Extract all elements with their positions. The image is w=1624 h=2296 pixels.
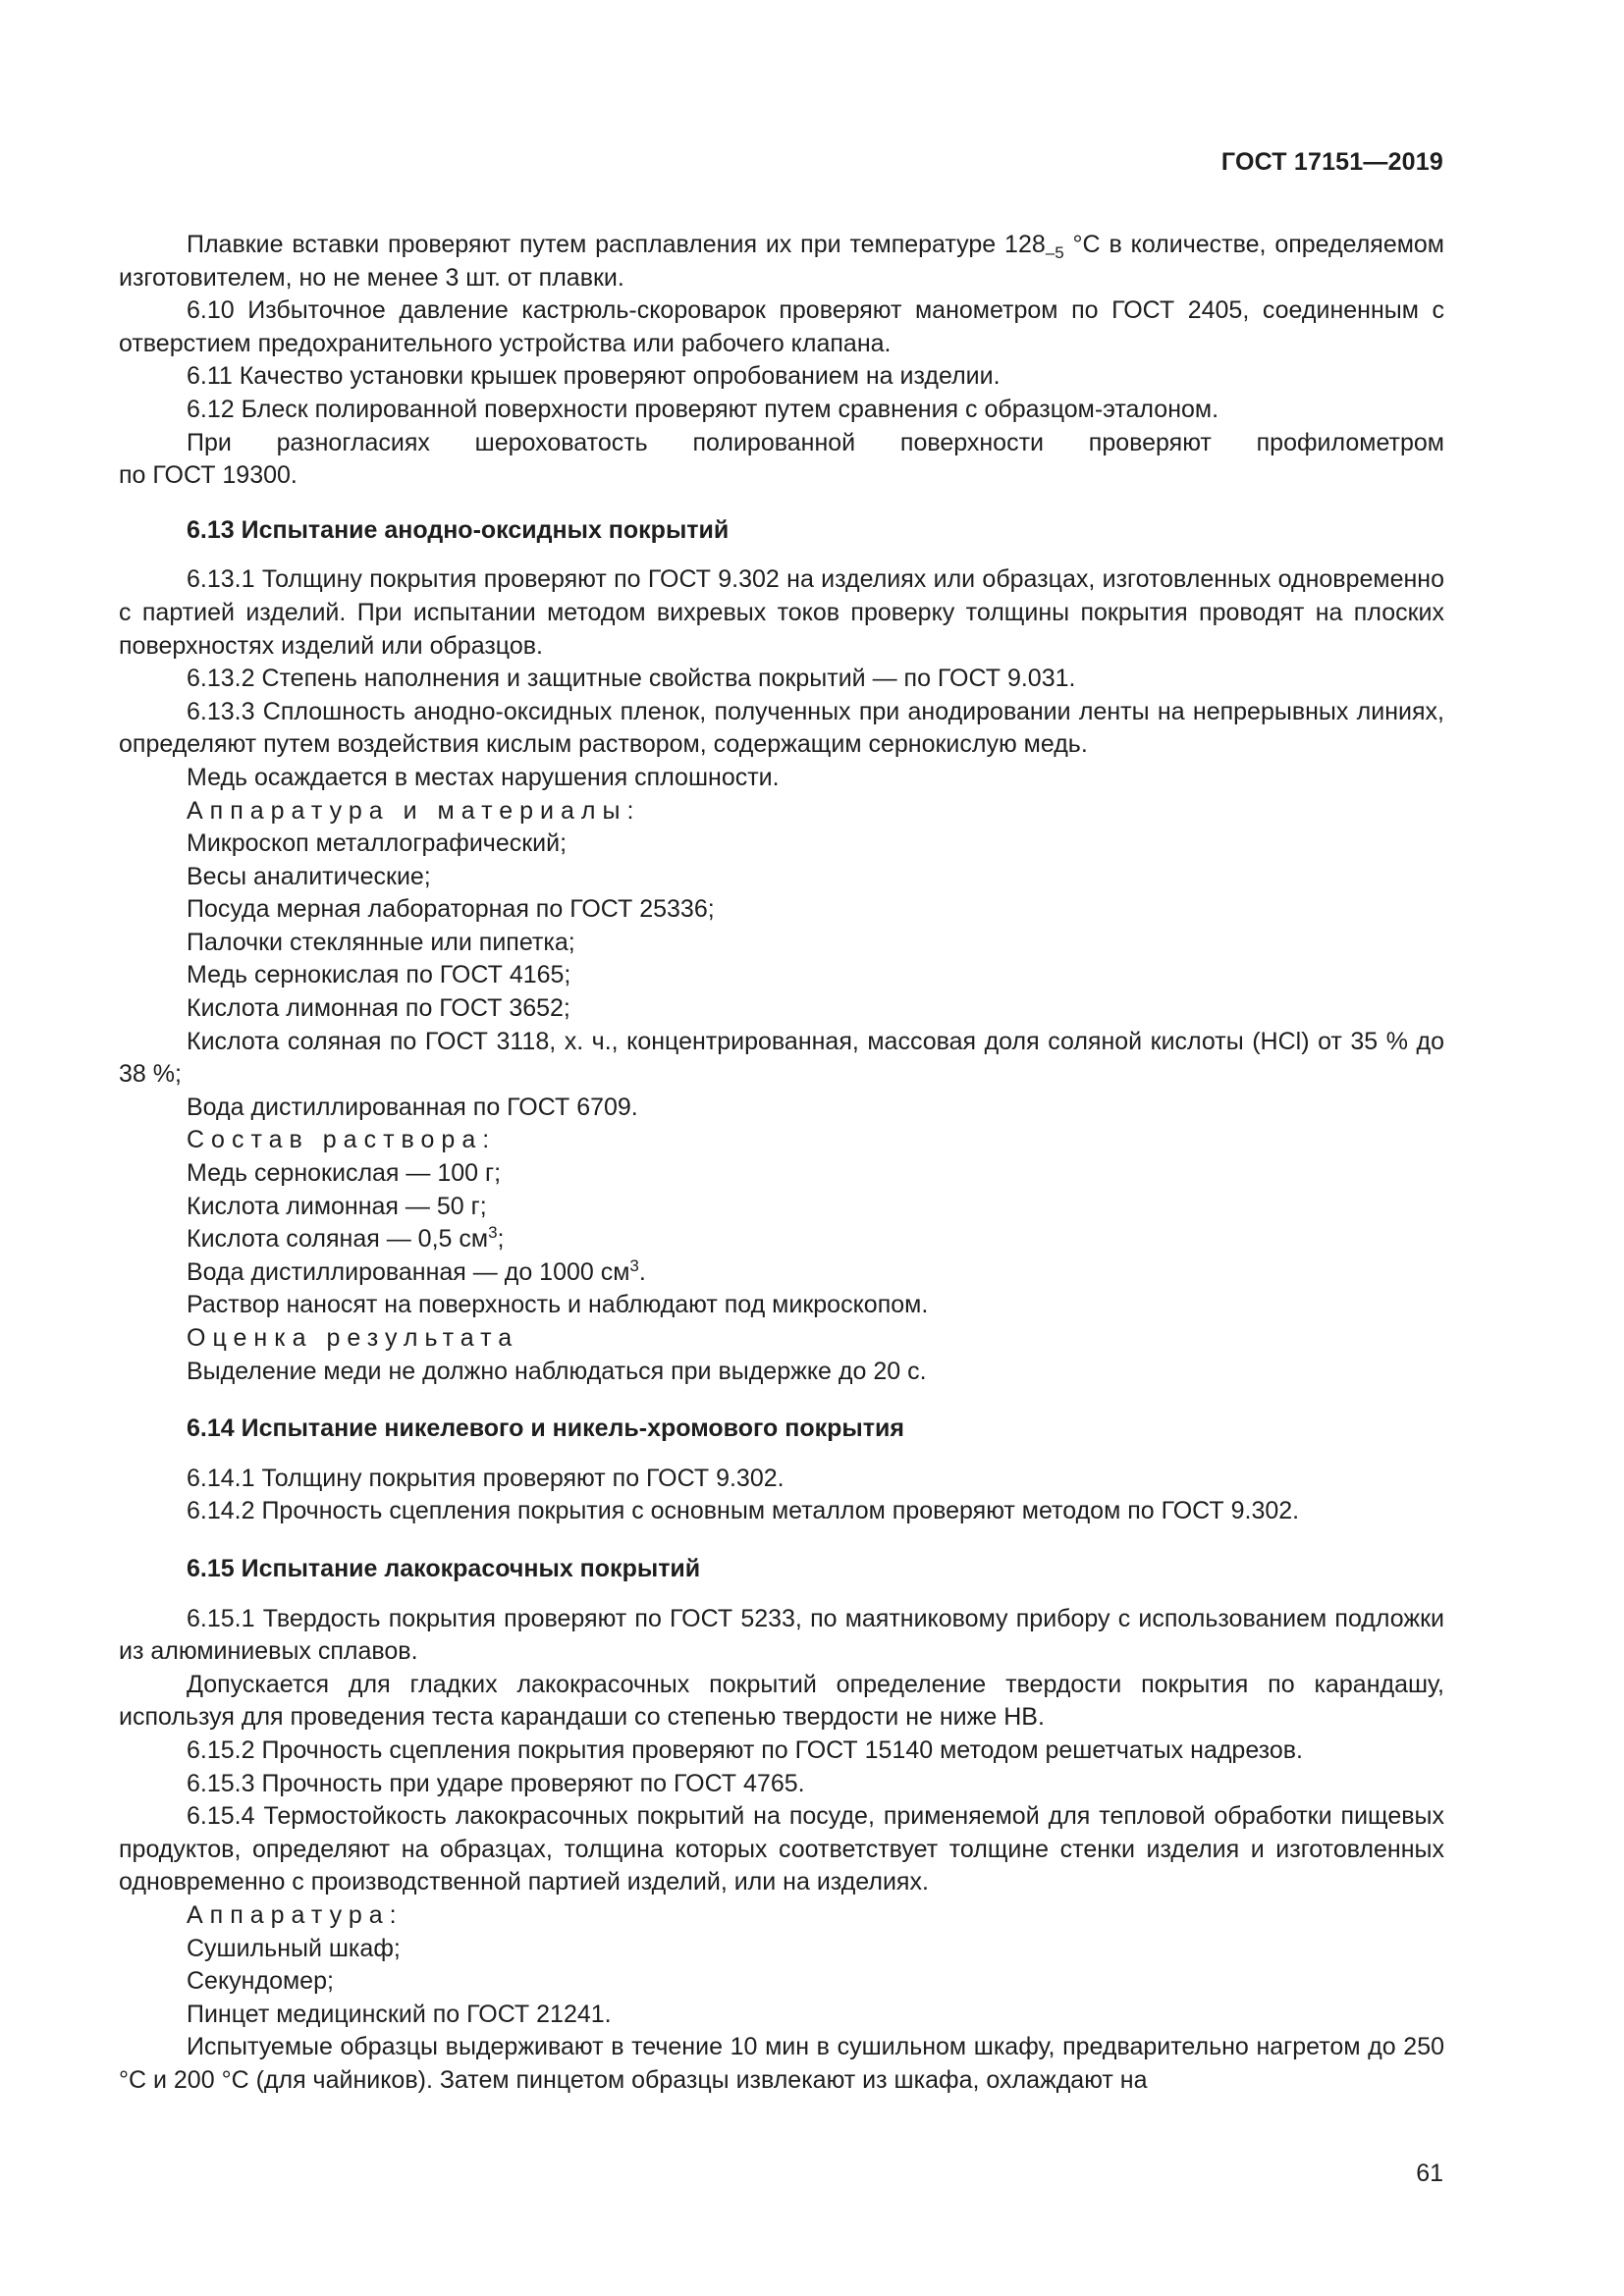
list-item-citric-acid: Кислота лимонная по ГОСТ 3652; — [187, 994, 570, 1023]
list-item-glass-rods: Палочки стеклянные или пипетка; — [187, 928, 575, 956]
paragraph-copper-deposit: Медь осаждается в местах нарушения сплошности. — [187, 763, 780, 791]
paragraph-6-13-3: 6.13.3 Сплошность анодно-оксидных пленок, полученных при анодировании ленты на непрерывных линиях, определяют путем воздействия кислым раствором, содержащим сернокислую медь. — [119, 697, 1444, 759]
paragraph-6-13-1: 6.13.1 Толщину покрытия проверяют по ГОСТ 9.302 на изделиях или образцах, изготовленных одновременно с партией изделий. При испытании методом вихревых токов проверку толщины покрытия проводят на плоских поверхностях изделий или образцов. — [119, 565, 1444, 660]
paragraph-roughness-line1: При разногласиях шероховатость полированной поверхности проверяют профилометром — [187, 428, 1444, 456]
paragraph-6-14-2: 6.14.2 Прочность сцепления покрытия с основным металлом проверяют методом по ГОСТ 9.302. — [187, 1497, 1300, 1525]
list-item-hydrochloric-acid: Кислота соляная по ГОСТ 3118, х. ч., концентрированная, массовая доля соляной кислоты (HCl) от 35 % до 38 %; — [119, 1027, 1444, 1089]
list-item-drying-cabinet: Сушильный шкаф; — [187, 1934, 401, 1962]
label-equipment-materials: Аппаратура и материалы: — [187, 796, 641, 825]
list-item-solution-copper: Медь сернокислая — 100 г; — [187, 1159, 502, 1188]
paragraph-6-15-1: 6.15.1 Твердость покрытия проверяют по ГОСТ 5233, по маятниковому прибору с использованием подложки из алюминиевых сплавов. — [119, 1604, 1444, 1666]
document-body — [119, 229, 1444, 2097]
paragraph-test-procedure: Испытуемые образцы выдерживают в течение 10 мин в сушильном шкафу, предварительно нагретом до 250 °С и 200 °С (для чайников). Затем пинцетом образцы извлекают из шкафа, охлаждают на — [119, 2033, 1444, 2094]
text-hcl-pre: Кислота соляная — 0,5 см — [187, 1225, 489, 1254]
label-result-evaluation: Оценка результата — [187, 1324, 519, 1352]
label-solution-composition: Состав раствора: — [187, 1126, 497, 1154]
list-item-scales: Весы аналитические; — [187, 862, 431, 890]
paragraph-6-10: 6.10 Избыточное давление кастрюль-скороварок проверяют манометром по ГОСТ 2405, соединенным с отверстием предохранительного устройства или рабочего клапана. — [119, 296, 1444, 357]
paragraph-6-15-2: 6.15.2 Прочность сцепления покрытия проверяют по ГОСТ 15140 методом решетчатых надрезов. — [187, 1735, 1303, 1764]
heading-6-13: 6.13 Испытание анодно-оксидных покрытий — [187, 515, 730, 544]
page-number: 61 — [1416, 2160, 1443, 2187]
paragraph-result: Выделение меди не должно наблюдаться при выдержке до 20 с. — [187, 1357, 927, 1385]
paragraph-6-15-4: 6.15.4 Термостойкость лакокрасочных покрытий на посуде, применяемой для тепловой обработки пищевых продуктов, определяют на образцах, толщина которых соответствует толщине стенки изделия и изготовленных одновременно с производственной партией изделий, или на изделиях. — [119, 1802, 1444, 1896]
document-header: ГОСТ 17151—2019 — [1220, 148, 1443, 176]
text-water-pre: Вода дистиллированная — до 1000 см — [187, 1257, 630, 1286]
heading-6-15: 6.15 Испытание лакокрасочных покрытий — [187, 1554, 701, 1582]
list-item-copper-sulfate: Медь сернокислая по ГОСТ 4165; — [187, 961, 571, 989]
heading-6-14: 6.14 Испытание никелевого и никель-хромового покрытия — [187, 1415, 904, 1443]
paragraph-pencil-hardness: Допускается для гладких лакокрасочных покрытий определение твердости покрытия по карандашу, используя для проведения теста карандаши со степенью твердости не ниже НВ. — [119, 1670, 1444, 1732]
paragraph-6-11: 6.11 Качество установки крышек проверяют опробованием на изделии. — [187, 362, 1001, 391]
list-item-microscope: Микроскоп металлографический; — [187, 829, 568, 858]
paragraph-6-15-3: 6.15.3 Прочность при ударе проверяют по ГОСТ 4765. — [187, 1769, 805, 1797]
list-item-glassware: Посуда мерная лабораторная по ГОСТ 25336; — [187, 895, 715, 924]
text-hcl-sup: 3 — [488, 1223, 498, 1243]
text-water-post: . — [638, 1257, 646, 1286]
paragraph-6-12: 6.12 Блеск полированной поверхности проверяют путем сравнения с образцом-эталоном. — [187, 395, 1219, 423]
list-item-solution-citric: Кислота лимонная — 50 г; — [187, 1192, 487, 1220]
paragraph-6-14-1: 6.14.1 Толщину покрытия проверяют по ГОСТ 9.302. — [187, 1464, 785, 1492]
label-equipment: Аппаратура: — [187, 1900, 404, 1929]
list-item-tweezers: Пинцет медицинский по ГОСТ 21241. — [187, 2000, 612, 2028]
list-item-solution-hcl — [119, 1223, 1444, 1256]
paragraph-6-13-2: 6.13.2 Степень наполнения и защитные свойства покрытий — по ГОСТ 9.031. — [187, 665, 1076, 693]
text-water-sup: 3 — [629, 1255, 639, 1275]
list-item-stopwatch: Секундомер; — [187, 1967, 334, 1996]
text-fuse-post: °С в количестве, определяемом изготовителем, но не менее 3 шт. от плавки. — [119, 231, 1444, 292]
text-fuse-pre: Плавкие вставки проверяют путем расплавления их при температуре 128 — [187, 231, 1046, 258]
paragraph-roughness-line2: по ГОСТ 19300. — [119, 461, 298, 490]
list-item-solution-water — [119, 1256, 1444, 1290]
paragraph-fuse-inserts — [119, 229, 1444, 294]
paragraph-apply-solution: Раствор наносят на поверхность и наблюдают под микроскопом. — [187, 1291, 929, 1319]
list-item-distilled-water: Вода дистиллированная по ГОСТ 6709. — [187, 1093, 638, 1121]
text-fuse-tolerance: –5 — [1045, 243, 1064, 262]
text-hcl-post: ; — [497, 1225, 505, 1254]
